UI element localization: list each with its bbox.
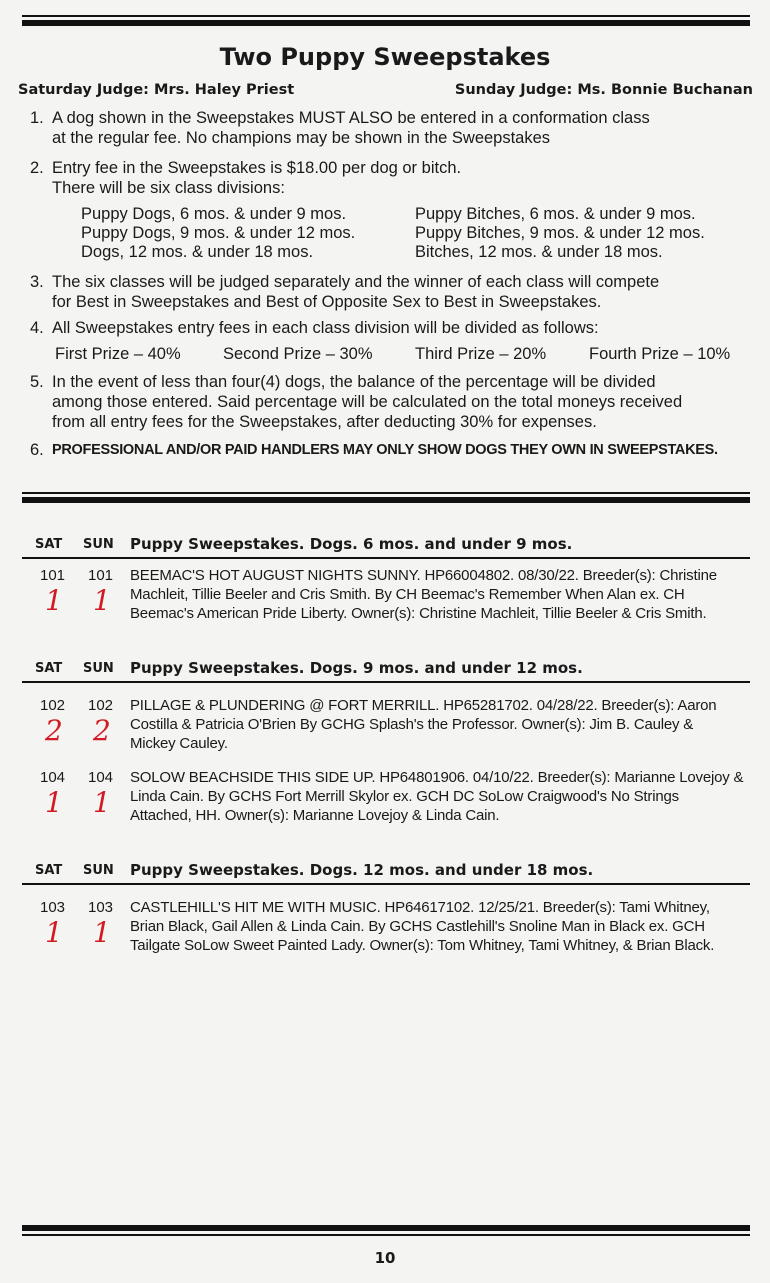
entry-line: Attached, HH. Owner(s): Marianne Lovejoy & Linda Cain. [130, 807, 500, 824]
top-rule [22, 15, 750, 26]
col-sat-label: SAT [35, 863, 63, 878]
entry-row [35, 898, 755, 955]
rule-number: 4. [30, 319, 44, 337]
rule-item [30, 318, 755, 338]
sat-number: 103 [40, 899, 66, 916]
sat-placement-mark: 2 [45, 714, 63, 747]
rule-line: The six classes will be judged separately and the winner of each class will compete [52, 273, 660, 291]
sat-number: 102 [40, 697, 66, 714]
col-sat-label: SAT [35, 537, 63, 552]
entry-line: Brian Black, Gail Allen & Linda Cain. By GCHS Castlehill's Snoline Man in Black ex. GCH [130, 918, 705, 935]
entry-row [35, 768, 755, 825]
entry-line: Linda Cain. By GCHS Fort Merrill Skylor ex. GCH DC SoLow Craigwood's No Strings [130, 788, 679, 805]
entry-line: Mickey Cauley. [130, 735, 228, 752]
class-division: Dogs, 12 mos. & under 18 mos. [81, 243, 314, 261]
class-column-dogs [81, 205, 355, 262]
rule-line: at the regular fee. No champions may be shown in the Sweepstakes [52, 129, 551, 147]
entry-line: Costilla & Patricia O'Brien By GCHG Splash's the Professor. Owner(s): Jim B. Cauley & [130, 716, 694, 733]
sun-number: 101 [88, 567, 114, 584]
rule-number: 1. [30, 109, 44, 127]
rule-line: A dog shown in the Sweepstakes MUST ALSO be entered in a conformation class [52, 109, 650, 127]
section-header [35, 659, 750, 679]
col-sun-label: SUN [83, 863, 114, 878]
sun-number: 104 [88, 769, 114, 786]
rule-number: 6. [30, 441, 44, 459]
rule-item [30, 158, 755, 198]
section-header [35, 535, 750, 555]
section-title: Puppy Sweepstakes. Dogs. 9 mos. and under 12 mos. [130, 659, 583, 677]
rule-line: Entry fee in the Sweepstakes is $18.00 per dog or bitch. [52, 159, 462, 177]
class-division: Puppy Bitches, 9 mos. & under 12 mos. [415, 224, 705, 242]
rule-line: There will be six class divisions: [52, 179, 285, 197]
section-title: Puppy Sweepstakes. Dogs. 6 mos. and under 9 mos. [130, 535, 573, 553]
entry-line: Tailgate SoLow Sweet Painted Lady. Owner(s): Tom Whitney, Tami Whitney, & Brian Black. [130, 937, 715, 954]
sunday-judge: Sunday Judge: Ms. Bonnie Buchanan [454, 82, 753, 98]
rule-item [30, 272, 755, 312]
section-rule [22, 883, 750, 885]
rule-line: PROFESSIONAL AND/OR PAID HANDLERS MAY ONLY SHOW DOGS THEY OWN IN SWEEPSTAKES. [52, 442, 718, 458]
rule-item [30, 372, 755, 432]
sun-number: 102 [88, 697, 114, 714]
page-number: 10 [374, 1249, 396, 1267]
bottom-rule [22, 1225, 750, 1236]
saturday-judge: Saturday Judge: Mrs. Haley Priest [18, 82, 295, 98]
entry-line: Machleit, Tillie Beeler and Cris Smith. By CH Beemac's Remember When Alan ex. CH [130, 586, 685, 603]
class-division: Bitches, 12 mos. & under 18 mos. [415, 243, 663, 261]
sat-placement-mark: 1 [45, 786, 63, 819]
entry-line: SOLOW BEACHSIDE THIS SIDE UP. HP64801906. 04/10/22. Breeder(s): Marianne Lovejoy & [130, 769, 744, 786]
entry-line: BEEMAC'S HOT AUGUST NIGHTS SUNNY. HP66004802. 08/30/22. Breeder(s): Christine [130, 567, 717, 584]
rule-line: All Sweepstakes entry fees in each class division will be divided as follows: [52, 319, 599, 337]
entry-line: Beemac's American Pride Liberty. Owner(s): Christine Machleit, Tillie Beeler & Cris Smith. [130, 605, 707, 622]
class-division: Puppy Bitches, 6 mos. & under 9 mos. [415, 205, 696, 223]
section-divider-rule [22, 492, 750, 503]
prize-third: Third Prize – 20% [415, 345, 547, 363]
sun-placement-mark: 1 [93, 584, 111, 617]
col-sat-label: SAT [35, 661, 63, 676]
entry-row [35, 566, 755, 623]
section-header [35, 861, 750, 881]
entry-line: PILLAGE & PLUNDERING @ FORT MERRILL. HP65281702. 04/28/22. Breeder(s): Aaron [130, 697, 717, 714]
rule-number: 3. [30, 273, 44, 291]
sun-placement-mark: 1 [93, 916, 111, 949]
judges-line [18, 82, 753, 98]
rule-line: In the event of less than four(4) dogs, the balance of the percentage will be divided [52, 373, 656, 391]
class-column-bitches [415, 205, 705, 262]
section-title: Puppy Sweepstakes. Dogs. 12 mos. and under 18 mos. [130, 861, 594, 879]
col-sun-label: SUN [83, 537, 114, 552]
prize-second: Second Prize – 30% [223, 345, 373, 363]
prize-fourth: Fourth Prize – 10% [589, 345, 731, 363]
rule-line: from all entry fees for the Sweepstakes, after deducting 30% for expenses. [52, 413, 597, 431]
entry-line: CASTLEHILL'S HIT ME WITH MUSIC. HP64617102. 12/25/21. Breeder(s): Tami Whitney, [130, 899, 710, 916]
section-rule [22, 557, 750, 559]
page-title: Two Puppy Sweepstakes [219, 43, 551, 71]
rule-item [30, 440, 755, 460]
sat-placement-mark: 1 [45, 584, 63, 617]
sun-number: 103 [88, 899, 114, 916]
sat-number: 104 [40, 769, 66, 786]
col-sun-label: SUN [83, 661, 114, 676]
prize-first: First Prize – 40% [55, 345, 181, 363]
class-division: Puppy Dogs, 6 mos. & under 9 mos. [81, 205, 347, 223]
rule-number: 2. [30, 159, 44, 177]
rule-number: 5. [30, 373, 44, 391]
entry-row [35, 696, 755, 753]
section-rule [22, 681, 750, 683]
class-division: Puppy Dogs, 9 mos. & under 12 mos. [81, 224, 356, 242]
rule-line: for Best in Sweepstakes and Best of Opposite Sex to Best in Sweepstakes. [52, 293, 602, 311]
sun-placement-mark: 2 [93, 714, 111, 747]
sun-placement-mark: 1 [93, 786, 111, 819]
sat-placement-mark: 1 [45, 916, 63, 949]
sat-number: 101 [40, 567, 66, 584]
rule-item [30, 108, 755, 148]
rule-line: among those entered. Said percentage will be calculated on the total moneys received [52, 393, 683, 411]
